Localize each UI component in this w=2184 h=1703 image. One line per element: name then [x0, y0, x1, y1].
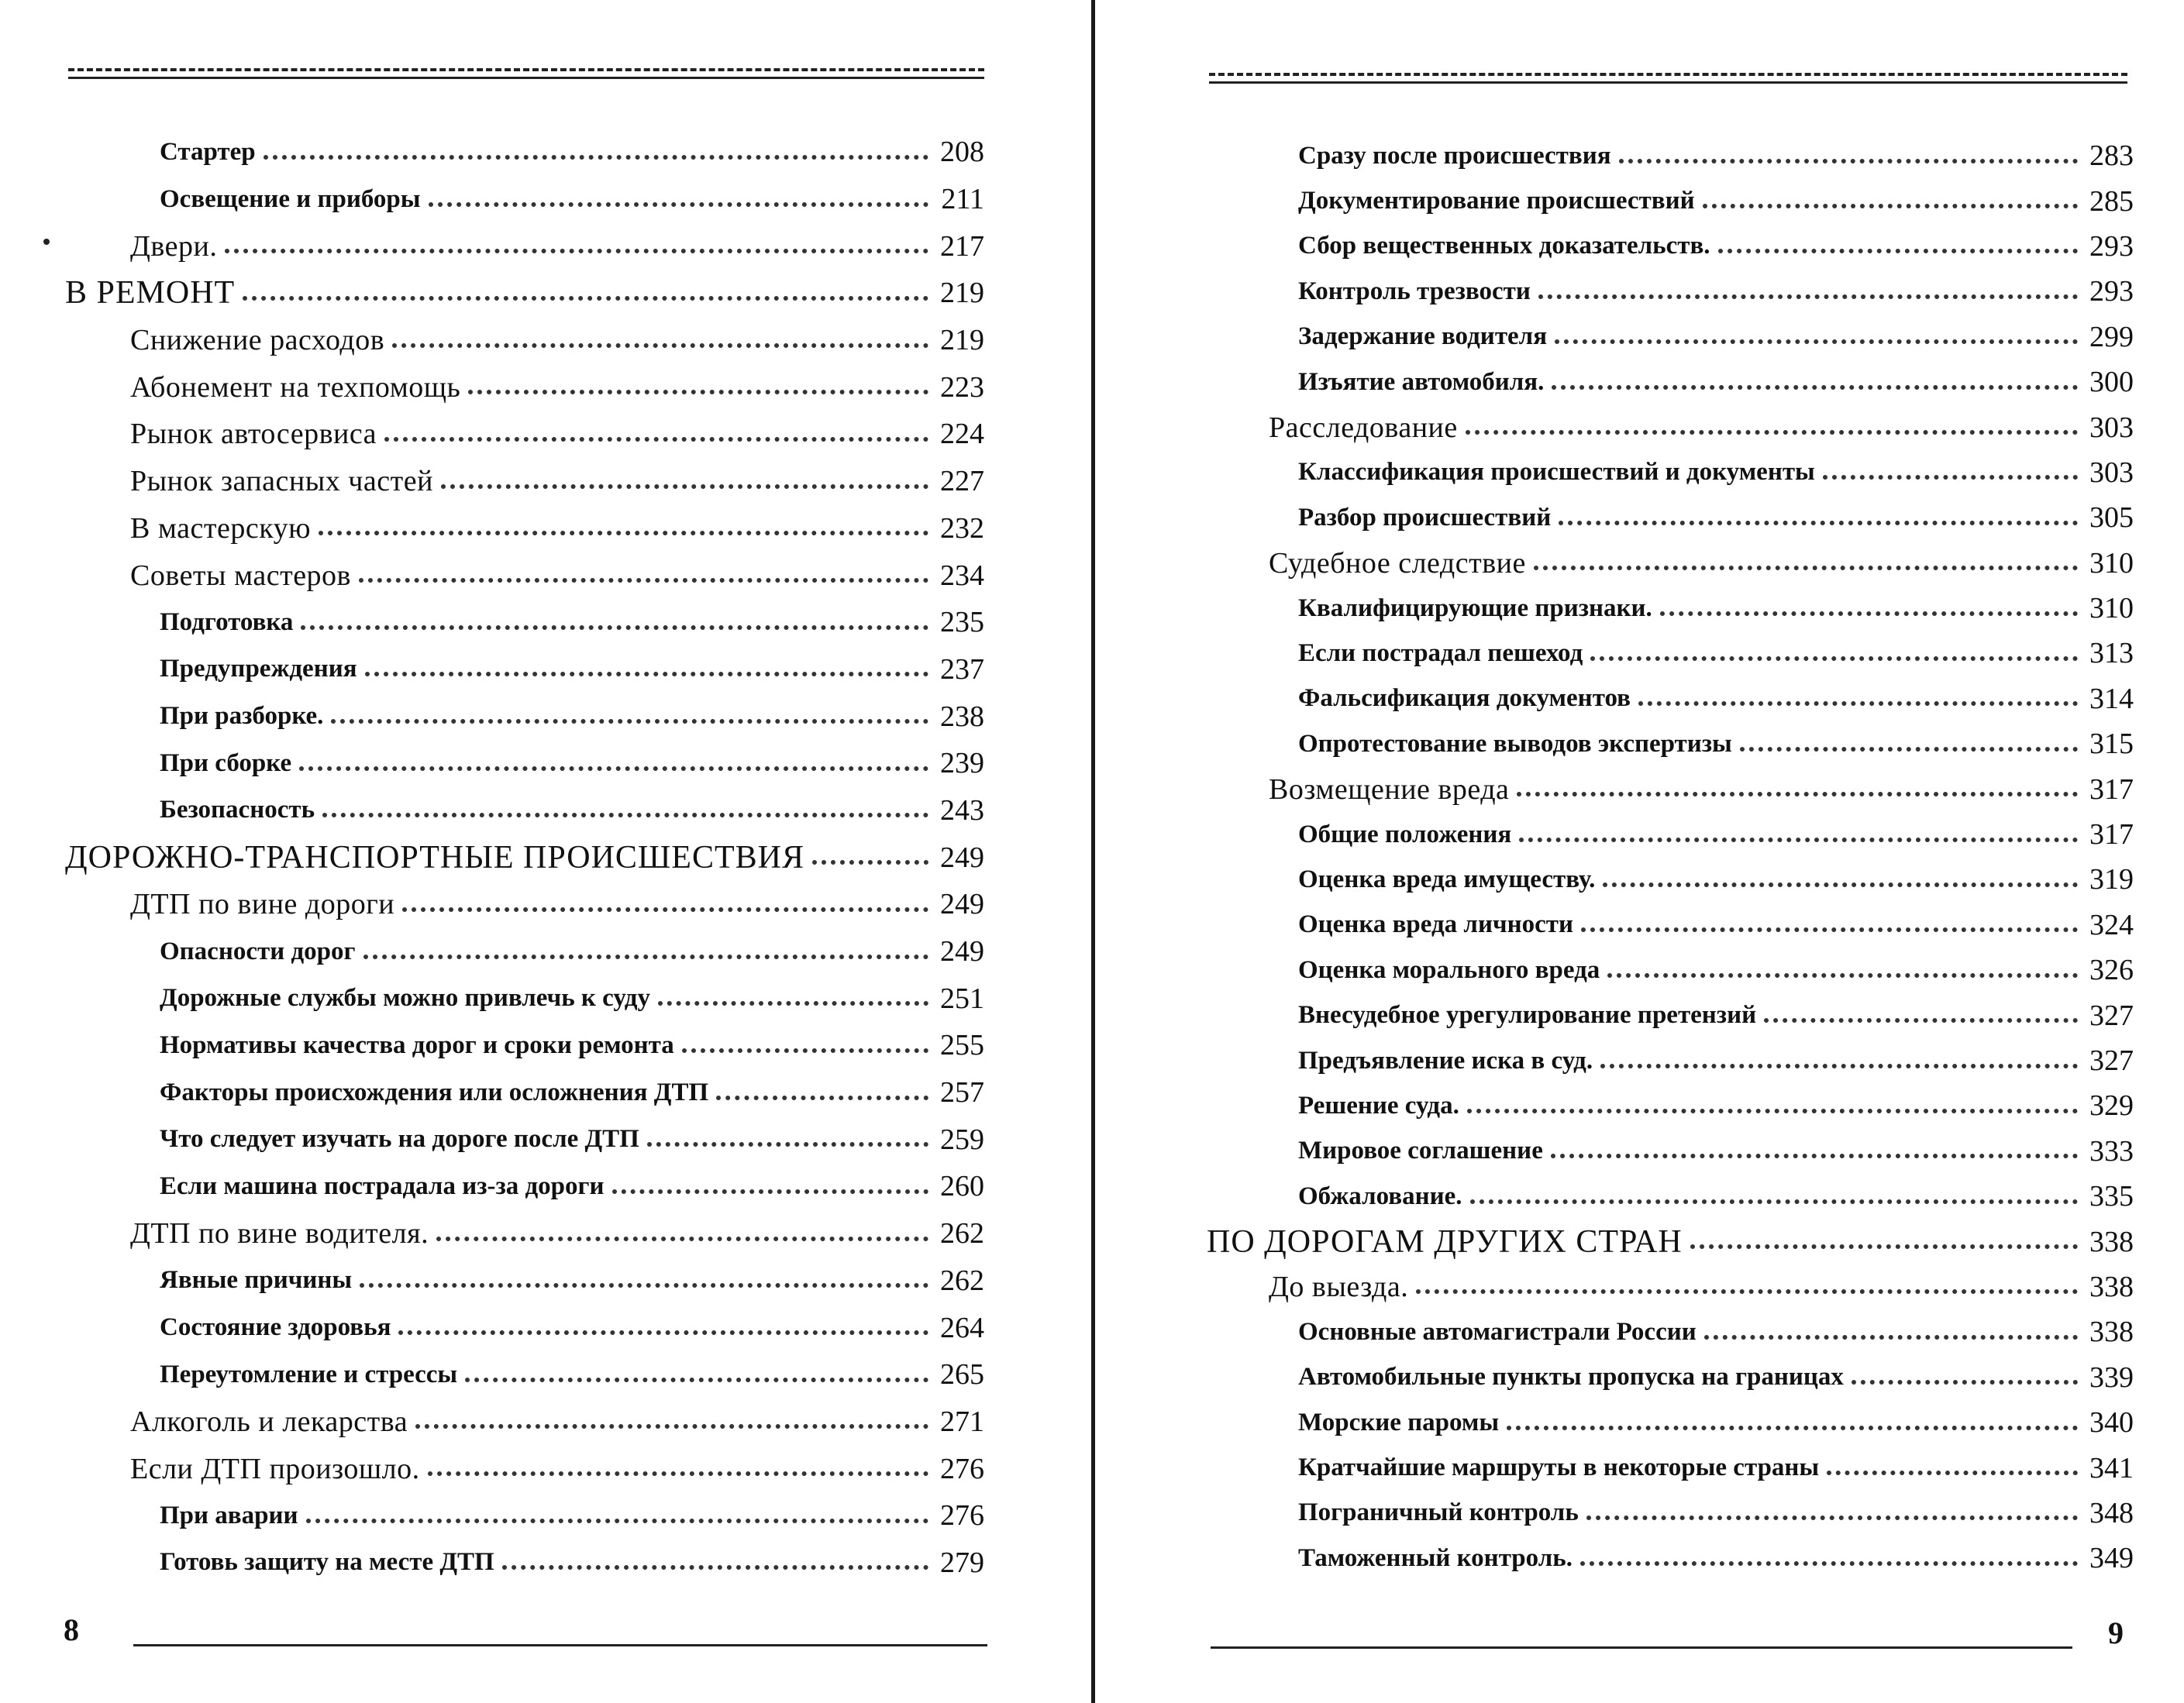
toc-entry: [0, 646, 1091, 693]
toc-entry: [1093, 631, 2184, 676]
dot-leader: [468, 389, 928, 394]
dot-leader: [1704, 1334, 2078, 1340]
toc-entry: [1093, 404, 2184, 449]
dot-leader: [1586, 1515, 2078, 1520]
toc-entry-title: Рынок запасных частей: [130, 464, 438, 498]
dot-leader: [331, 718, 928, 724]
toc-entry: [0, 881, 1091, 928]
dot-leader: [360, 1282, 928, 1288]
toc-entry: [1093, 1491, 2184, 1536]
toc-entry: [0, 222, 1091, 270]
dot-leader: [428, 1471, 928, 1476]
toc-entry: [0, 1163, 1091, 1210]
dot-leader: [243, 295, 928, 301]
toc-entry-title: Основные автомагистрали России: [1298, 1318, 1701, 1347]
dot-leader: [398, 1330, 928, 1335]
toc-entry-title: Расследование: [1269, 411, 1462, 445]
toc-entry: [0, 1304, 1091, 1351]
toc-entry: [1093, 1264, 2184, 1309]
toc-entry-page: 293: [2089, 275, 2134, 308]
toc-entry: [1093, 586, 2184, 631]
toc-entry: [0, 834, 1091, 881]
toc-entry: [1093, 224, 2184, 269]
toc-entry-page: 276: [940, 1499, 984, 1533]
toc-entry-page: 276: [940, 1452, 984, 1485]
toc-entry-page: 249: [940, 841, 984, 874]
toc-entry-page: 335: [2089, 1180, 2134, 1213]
toc-entry-page: 227: [940, 465, 984, 498]
dot-leader: [402, 907, 928, 912]
toc-entry: [1093, 450, 2184, 495]
toc-entry-title: Пограничный контроль: [1298, 1498, 1583, 1527]
table-of-contents-right: [1093, 133, 2184, 1581]
dot-leader: [1690, 1244, 2078, 1249]
dot-leader: [1600, 1063, 2078, 1068]
toc-entry-title: Предупреждения: [160, 655, 362, 683]
toc-entry: [1093, 766, 2184, 811]
dot-leader: [1660, 611, 2078, 616]
toc-entry: [0, 317, 1091, 364]
toc-entry-title: Сбор вещественных доказательств.: [1298, 232, 1715, 260]
dot-leader: [1466, 429, 2078, 435]
toc-entry: [0, 1069, 1091, 1116]
toc-entry-page: 293: [2089, 229, 2134, 263]
toc-entry-page: 303: [2089, 411, 2134, 444]
toc-entry-page: 264: [940, 1311, 984, 1344]
toc-entry: [0, 740, 1091, 787]
dot-leader: [429, 201, 928, 207]
toc-entry-title: Явные причины: [160, 1266, 357, 1295]
toc-entry-title: Документирование происшествий: [1298, 187, 1700, 215]
dot-leader: [1590, 655, 2078, 661]
toc-entry-title: Советы мастеров: [130, 559, 356, 593]
toc-entry-title: Безопасность: [160, 796, 319, 824]
toc-entry-title: Опасности дорог: [160, 938, 360, 966]
dot-leader: [1852, 1379, 2078, 1385]
toc-entry: [1093, 1038, 2184, 1083]
dot-leader: [1619, 158, 2078, 163]
dot-leader: [1551, 1153, 2078, 1158]
toc-entry-title: Дорожные службы можно привлечь к суду: [160, 984, 655, 1013]
dot-leader: [1703, 203, 2078, 208]
dot-leader: [359, 577, 928, 583]
dot-leader: [1740, 746, 2078, 752]
toc-entry: [0, 1399, 1091, 1446]
toc-entry-title: Опротестование выводов экспертизы: [1298, 730, 1737, 759]
dot-leader: [1517, 791, 2078, 796]
toc-entry-title: Квалифицирующие признаки.: [1298, 594, 1657, 623]
page-number: 9: [2108, 1615, 2124, 1650]
toc-entry-page: 317: [2089, 818, 2134, 852]
toc-entry: [1093, 495, 2184, 540]
toc-entry: [1093, 1400, 2184, 1445]
toc-entry-page: 310: [2089, 546, 2134, 580]
toc-entry-page: 234: [940, 559, 984, 592]
toc-entry-title: При разборке.: [160, 702, 328, 731]
dot-leader: [1470, 1199, 2078, 1204]
dot-leader: [306, 1518, 929, 1523]
dot-leader: [264, 154, 928, 160]
dot-leader: [1559, 520, 2078, 525]
toc-entry-page: 262: [940, 1264, 984, 1297]
toc-entry-title: Разбор происшествий: [1298, 504, 1555, 532]
toc-entry-page: 349: [2089, 1542, 2134, 1575]
toc-entry-page: 255: [940, 1029, 984, 1062]
toc-entry-page: 238: [940, 700, 984, 733]
toc-entry: [1093, 948, 2184, 993]
toc-entry-page: 313: [2089, 637, 2134, 670]
toc-entry: [0, 1351, 1091, 1399]
dot-leader: [1416, 1288, 2078, 1294]
toc-entry: [0, 363, 1091, 411]
toc-entry: [0, 1022, 1091, 1069]
toc-entry-title: Освещение и приборы: [160, 185, 425, 214]
toc-entry-title: ДОРОЖНО-ТРАНСПОРТНЫЕ ПРОИСШЕСТВИЯ: [65, 839, 809, 876]
dot-leader: [1552, 384, 2078, 390]
toc-entry: [0, 176, 1091, 223]
toc-entry-page: 324: [2089, 908, 2134, 941]
toc-entry-page: 305: [2089, 501, 2134, 535]
page-number: 8: [64, 1612, 79, 1647]
toc-entry-title: Оценка вреда личности: [1298, 910, 1578, 939]
dot-leader: [322, 812, 928, 817]
toc-entry-page: 326: [2089, 954, 2134, 987]
toc-entry-page: 232: [940, 511, 984, 545]
toc-entry: [1093, 269, 2184, 314]
toc-entry-page: 237: [940, 652, 984, 686]
toc-entry-title: Морские паромы: [1298, 1409, 1504, 1437]
right-page: [1093, 0, 2184, 1703]
toc-entry-title: До выезда.: [1269, 1270, 1413, 1304]
toc-entry: [1093, 1129, 2184, 1174]
footer-rule: [1211, 1646, 2072, 1649]
toc-entry: [1093, 1445, 2184, 1490]
toc-entry-page: 319: [2089, 863, 2134, 896]
dot-leader: [319, 530, 928, 535]
toc-entry-title: Автомобильные пункты пропуска на границах: [1298, 1363, 1848, 1392]
toc-entry-title: Решение суда.: [1298, 1092, 1464, 1120]
toc-entry-page: 299: [2089, 320, 2134, 353]
dot-leader: [225, 248, 928, 253]
toc-entry-title: Переутомление и стрессы: [160, 1361, 462, 1389]
toc-entry-title: Внесудебное урегулирование претензий: [1298, 1001, 1761, 1030]
dot-leader: [1823, 474, 2078, 480]
toc-entry: [0, 787, 1091, 834]
toc-entry-page: 249: [940, 888, 984, 921]
toc-entry-page: 262: [940, 1217, 984, 1251]
toc-entry-page: 251: [940, 982, 984, 1015]
toc-entry: [0, 458, 1091, 505]
dot-leader: [1519, 837, 2078, 842]
toc-entry-page: 317: [2089, 772, 2134, 806]
dot-leader: [1580, 1560, 2078, 1566]
toc-entry-page: 259: [940, 1123, 984, 1156]
left-page: [0, 0, 1091, 1703]
dot-leader: [415, 1423, 928, 1429]
toc-entry: [1093, 1174, 2184, 1219]
toc-entry: [1093, 812, 2184, 857]
toc-entry-title: Стартер: [160, 138, 260, 167]
footer-rule: [133, 1644, 987, 1646]
toc-entry-title: В мастерскую: [130, 511, 315, 545]
toc-entry: [1093, 676, 2184, 721]
toc-entry: [0, 975, 1091, 1022]
toc-entry: [0, 270, 1091, 317]
toc-entry: [0, 552, 1091, 599]
toc-entry-page: 310: [2089, 592, 2134, 625]
toc-entry-page: 257: [940, 1076, 984, 1110]
toc-entry-page: 285: [2089, 184, 2134, 218]
toc-entry-title: Двери.: [130, 229, 222, 263]
toc-entry-page: 314: [2089, 682, 2134, 715]
dot-leader: [1603, 882, 2078, 887]
toc-entry-page: 338: [2089, 1316, 2134, 1349]
toc-entry-title: В РЕМОНТ: [65, 274, 239, 311]
toc-entry-title: Общие положения: [1298, 821, 1516, 849]
toc-entry-title: Оценка морального вреда: [1298, 956, 1604, 985]
dot-leader: [1507, 1425, 2078, 1430]
toc-entry-page: 224: [940, 418, 984, 451]
toc-entry-page: 348: [2089, 1496, 2134, 1529]
table-of-contents-left: [0, 129, 1091, 1586]
dot-leader: [441, 483, 928, 489]
toc-entry-page: 219: [940, 324, 984, 357]
header-rule: [1209, 73, 2127, 84]
toc-entry-page: 338: [2089, 1270, 2134, 1303]
toc-entry-page: 239: [940, 747, 984, 780]
dot-leader: [465, 1377, 928, 1382]
toc-entry-page: 283: [2089, 139, 2134, 173]
dot-leader: [647, 1141, 928, 1147]
toc-entry-title: ДТП по вине дороги: [130, 887, 399, 921]
toc-entry: [1093, 1219, 2184, 1264]
toc-entry: [0, 1257, 1091, 1305]
toc-entry-page: 265: [940, 1358, 984, 1392]
dot-leader: [1534, 565, 2078, 570]
toc-entry: [1093, 133, 2184, 178]
toc-entry-title: Рынок автосервиса: [130, 417, 381, 451]
toc-entry-title: Мировое соглашение: [1298, 1137, 1548, 1165]
toc-entry-page: 217: [940, 229, 984, 263]
toc-entry-page: 243: [940, 793, 984, 827]
toc-entry-title: Снижение расходов: [130, 323, 389, 357]
toc-entry-title: Кратчайшие маршруты в некоторые страны: [1298, 1454, 1824, 1482]
toc-entry-title: При сборке: [160, 749, 296, 778]
toc-entry-title: Факторы происхождения или осложнения ДТП: [160, 1079, 713, 1107]
dot-leader: [1538, 294, 2078, 299]
toc-entry: [1093, 1083, 2184, 1128]
toc-entry-page: 219: [940, 277, 984, 310]
toc-entry-page: 340: [2089, 1406, 2134, 1440]
dot-leader: [436, 1236, 928, 1241]
toc-entry: [1093, 903, 2184, 948]
dot-leader: [612, 1189, 928, 1194]
toc-entry: [0, 1540, 1091, 1587]
toc-entry-page: 327: [2089, 999, 2134, 1032]
toc-entry-title: Если машина пострадала из-за дороги: [160, 1172, 609, 1201]
toc-entry-title: Если ДТП произошло.: [130, 1452, 425, 1486]
toc-entry-title: Предъявление иска в суд.: [1298, 1047, 1597, 1075]
toc-entry-page: 235: [940, 606, 984, 639]
dot-leader: [1581, 927, 2078, 932]
toc-entry-title: Задержание водителя: [1298, 322, 1552, 351]
dot-leader: [1467, 1108, 2078, 1113]
toc-entry: [0, 1445, 1091, 1492]
toc-entry: [0, 1492, 1091, 1540]
dot-leader: [299, 765, 928, 771]
toc-entry: [0, 129, 1091, 176]
toc-entry-title: Контроль трезвости: [1298, 277, 1535, 306]
toc-entry-page: 338: [2089, 1225, 2134, 1258]
toc-entry: [0, 1116, 1091, 1163]
toc-entry-page: 300: [2089, 366, 2134, 399]
dot-leader: [812, 859, 928, 865]
toc-entry-title: Оценка вреда имуществу.: [1298, 865, 1600, 894]
toc-entry-page: 327: [2089, 1044, 2134, 1077]
toc-entry-page: 223: [940, 370, 984, 404]
toc-entry-title: Алкоголь и лекарства: [130, 1405, 412, 1439]
dot-leader: [1718, 248, 2078, 253]
toc-entry-page: 260: [940, 1170, 984, 1203]
dot-leader: [1607, 972, 2078, 978]
toc-entry-title: При аварии: [160, 1502, 303, 1530]
toc-entry: [1093, 1309, 2184, 1354]
toc-entry: [1093, 315, 2184, 360]
toc-entry-title: Судебное следствие: [1269, 546, 1531, 580]
header-rule: [68, 68, 984, 79]
toc-entry-page: 211: [941, 183, 984, 216]
toc-entry: [0, 1210, 1091, 1257]
dot-leader: [658, 1000, 928, 1006]
dot-leader: [1555, 339, 2078, 344]
toc-entry: [1093, 857, 2184, 902]
dot-leader: [392, 342, 928, 348]
toc-entry-title: Возмещение вреда: [1269, 772, 1514, 807]
toc-entry-title: Если пострадал пешеход: [1298, 639, 1587, 668]
toc-entry-title: ДТП по вине водителя.: [130, 1216, 433, 1251]
toc-entry-title: Фальсификация документов: [1298, 684, 1635, 713]
toc-entry: [0, 599, 1091, 646]
toc-entry: [0, 505, 1091, 552]
toc-entry-title: ПО ДОРОГАМ ДРУГИХ СТРАН: [1207, 1223, 1687, 1261]
toc-entry-page: 341: [2089, 1451, 2134, 1485]
toc-entry-page: 271: [940, 1405, 984, 1438]
toc-entry-page: 303: [2089, 456, 2134, 489]
toc-entry-page: 333: [2089, 1134, 2134, 1168]
dot-leader: [1827, 1470, 2078, 1475]
toc-entry-page: 315: [2089, 728, 2134, 761]
dot-leader: [716, 1095, 928, 1100]
dot-leader: [365, 671, 928, 676]
dot-leader: [682, 1048, 928, 1053]
toc-entry-title: Таможенный контроль.: [1298, 1544, 1577, 1573]
toc-entry: [1093, 178, 2184, 223]
toc-entry-title: Подготовка: [160, 608, 298, 637]
toc-entry-title: Классификация происшествий и документы: [1298, 458, 1820, 487]
toc-entry: [1093, 541, 2184, 586]
toc-entry-page: 329: [2089, 1089, 2134, 1123]
toc-entry: [1093, 993, 2184, 1037]
toc-entry-title: Абонемент на техпомощь: [130, 370, 465, 404]
toc-entry-page: 279: [940, 1546, 984, 1579]
dot-leader: [301, 624, 928, 630]
toc-entry: [1093, 1536, 2184, 1581]
toc-entry-title: Обжалование.: [1298, 1182, 1467, 1211]
toc-entry-page: 208: [940, 136, 984, 169]
toc-entry: [0, 693, 1091, 740]
toc-entry: [1093, 360, 2184, 404]
toc-entry-page: 339: [2089, 1361, 2134, 1394]
dot-leader: [363, 954, 929, 959]
toc-entry-title: Нормативы качества дорог и сроки ремонта: [160, 1031, 679, 1060]
toc-entry-title: Состояние здоровья: [160, 1313, 395, 1342]
toc-entry: [0, 411, 1091, 458]
dot-leader: [502, 1564, 928, 1570]
toc-entry-page: 249: [940, 935, 984, 968]
toc-entry-title: Готовь защиту на месте ДТП: [160, 1548, 499, 1577]
toc-entry-title: Что следует изучать на дороге после ДТП: [160, 1125, 644, 1154]
toc-entry: [1093, 1355, 2184, 1400]
toc-entry-title: Изъятие автомобиля.: [1298, 368, 1548, 397]
dot-leader: [384, 436, 928, 442]
dot-leader: [1764, 1017, 2078, 1023]
toc-entry: [1093, 721, 2184, 766]
toc-entry: [0, 928, 1091, 975]
dot-leader: [1638, 700, 2078, 706]
toc-entry-title: Сразу после происшествия: [1298, 142, 1616, 170]
